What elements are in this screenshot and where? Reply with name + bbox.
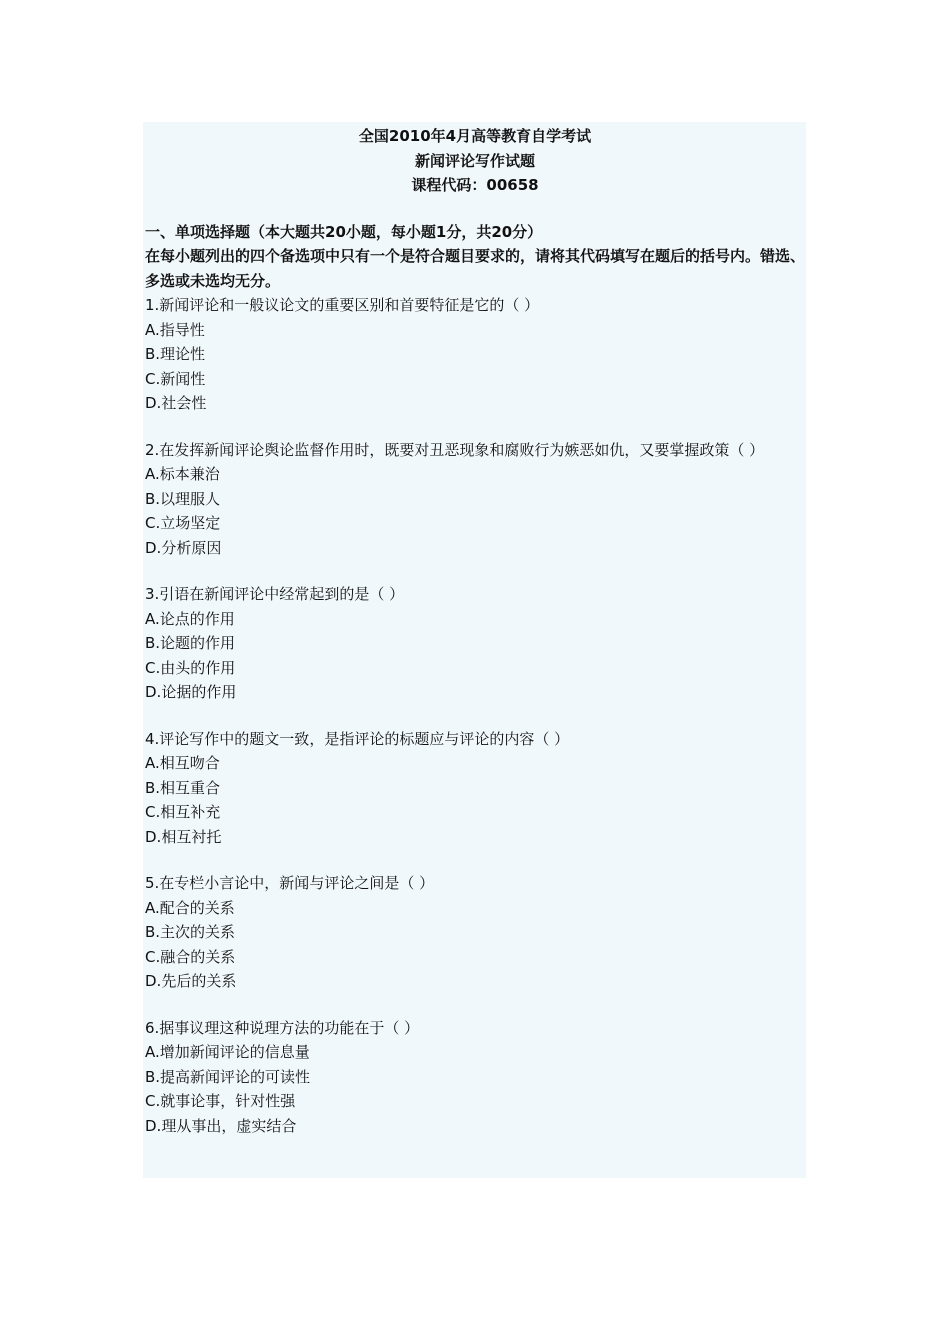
question-5 bbox=[145, 871, 805, 994]
option-a: A.相互吻合 bbox=[145, 754, 220, 772]
option-c: C.相互补充 bbox=[145, 803, 221, 821]
question-6 bbox=[145, 1016, 805, 1139]
exam-document bbox=[145, 124, 805, 1138]
option-d: D.先后的关系 bbox=[145, 972, 237, 990]
option-d: D.分析原因 bbox=[145, 538, 222, 557]
question-3 bbox=[145, 582, 805, 705]
option-b: B.提高新闻评论的可读性 bbox=[145, 1067, 311, 1086]
option-c: C.由头的作用 bbox=[145, 658, 236, 677]
option-d: D.论据的作用 bbox=[145, 683, 237, 701]
question-text: 6.据事议理这种说理方法的功能在于（ ） bbox=[145, 1018, 420, 1037]
option-b: B.论题的作用 bbox=[145, 634, 236, 652]
course-code: 课程代码：00658 bbox=[411, 176, 539, 194]
option-c: C.融合的关系 bbox=[145, 947, 236, 966]
question-text: 1.新闻评论和一般议论文的重要区别和首要特征是它的（ ） bbox=[145, 296, 540, 314]
option-d: D.相互衬托 bbox=[145, 827, 222, 846]
question-1 bbox=[145, 293, 805, 416]
option-a: A.标本兼治 bbox=[145, 465, 220, 483]
option-b: B.以理服人 bbox=[145, 489, 221, 508]
option-c: C.就事论事，针对性强 bbox=[145, 1092, 296, 1110]
question-text: 4.评论写作中的题文一致，是指评论的标题应与评论的内容（ ） bbox=[145, 729, 570, 748]
question-4 bbox=[145, 727, 805, 850]
question-2 bbox=[145, 438, 805, 561]
question-text: 3.引语在新闻评论中经常起到的是（ ） bbox=[145, 585, 405, 603]
exam-title: 全国2010年4月高等教育自学考试 bbox=[358, 127, 592, 145]
option-a: A.论点的作用 bbox=[145, 609, 235, 628]
option-a: A.增加新闻评论的信息量 bbox=[145, 1043, 310, 1061]
option-a: A.配合的关系 bbox=[145, 898, 235, 917]
question-text: 5.在专栏小言论中，新闻与评论之间是（ ） bbox=[145, 874, 435, 892]
option-c: C.新闻性 bbox=[145, 369, 206, 388]
exam-subject: 新闻评论写作试题 bbox=[414, 151, 535, 170]
option-b: B.主次的关系 bbox=[145, 923, 236, 941]
option-a: A.指导性 bbox=[145, 320, 205, 339]
section-heading: 一、单项选择题（本大题共20小题，每小题1分，共20分） bbox=[145, 222, 543, 241]
question-text: 2.在发挥新闻评论舆论监督作用时，既要对丑恶现象和腐败行为嫉恶如仇，又要掌握政策（ ） bbox=[145, 440, 765, 459]
option-b: B.理论性 bbox=[145, 345, 206, 363]
option-d: D.理从事出，虚实结合 bbox=[145, 1116, 297, 1135]
option-b: B.相互重合 bbox=[145, 778, 221, 797]
option-c: C.立场坚定 bbox=[145, 514, 221, 532]
option-d: D.社会性 bbox=[145, 394, 207, 412]
section-instruction: 在每小题列出的四个备选项中只有一个是符合题目要求的，请将其代码填写在题后的括号内。错选、多选或未选均无分。 bbox=[145, 247, 806, 290]
